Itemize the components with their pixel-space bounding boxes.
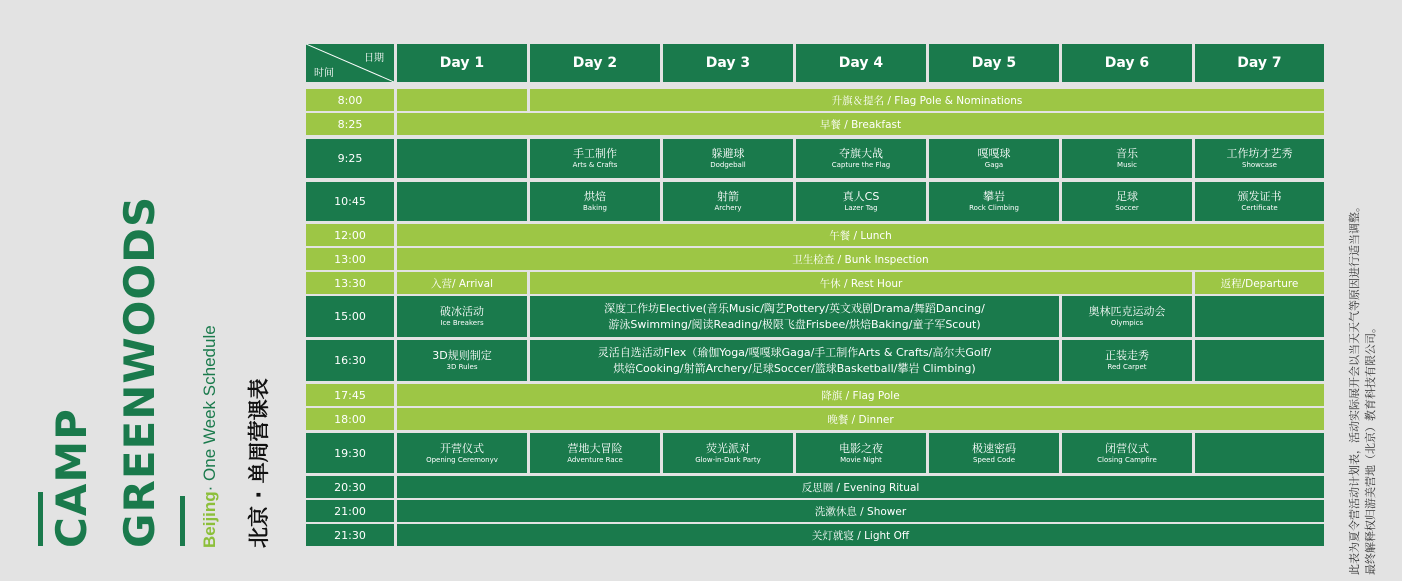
brand-city-en: Beijing: [200, 491, 219, 548]
time-label: 20:30: [334, 480, 366, 494]
time-label: 18:00: [334, 412, 366, 426]
time-label: 21:30: [334, 528, 366, 542]
activity-cell: [1195, 182, 1324, 221]
time-cell: [306, 500, 394, 522]
schedule-row: [306, 524, 1324, 546]
arrival-label: 入营/ Arrival: [431, 277, 493, 290]
activity-cn: 攀岩: [983, 190, 1005, 203]
activity-cn: 荧光派对: [706, 441, 750, 455]
time-label: 15:00: [334, 310, 366, 323]
activity-en: Movie Night: [840, 455, 882, 464]
time-label: 21:00: [334, 504, 366, 518]
activity-en: Archery: [714, 204, 742, 212]
brand-panel: [0, 0, 300, 581]
header-corner: [306, 44, 394, 82]
header-day-label: Day 2: [572, 55, 618, 71]
activity-label: 升旗＆提名 / Flag Pole & Nominations: [831, 94, 1023, 107]
header-row: [306, 44, 1324, 82]
activity-en: Glow-in-Dark Party: [695, 455, 761, 464]
time-cell: [306, 139, 394, 178]
header-day-7: [1195, 44, 1324, 82]
brand-subtitle-en-text: · One Week Schedule: [200, 325, 219, 492]
schedule-row: [306, 224, 1324, 246]
header-day-label: Day 1: [439, 55, 485, 71]
activity-en: Lazer Tag: [844, 204, 878, 212]
flex-line-1: 灵活自选活动Flex（瑜伽Yoga/嘎嘎球Gaga/手工制作Arts & Crafts/高尔夫Golf/: [597, 345, 992, 359]
time-label: 17:45: [334, 388, 366, 402]
activity-cell: [796, 433, 926, 473]
time-label: 8:00: [337, 93, 363, 107]
day-7-empty-cell: [1195, 296, 1324, 337]
activity-cell: [530, 433, 660, 473]
header-date-label: 日期: [364, 53, 384, 64]
disclaimer-line-2: 最终解释权归游美营地（北京）教育科技有限公司。: [1364, 322, 1377, 575]
elective-line-2: 游泳Swimming/阅读Reading/极限飞盘Frisbee/烘焙Baking/童子军Scout): [608, 317, 981, 331]
activity-cn: 3D规则制定: [432, 349, 492, 362]
header-day-2: [530, 44, 660, 82]
departure-label: 返程/Departure: [1220, 277, 1299, 290]
activity-cell: [397, 296, 527, 337]
header-day-3: [663, 44, 793, 82]
header-day-6: [1062, 44, 1192, 82]
span-cell: [397, 408, 1324, 430]
activity-cell: [929, 139, 1059, 178]
time-label: 13:00: [334, 252, 366, 266]
time-label: 19:30: [334, 446, 366, 460]
departure-cell: [1195, 272, 1324, 294]
day-1-empty-cell: [397, 89, 527, 111]
schedule-row: [306, 272, 1324, 294]
activity-cn: 开营仪式: [440, 441, 484, 455]
schedule-row: [306, 340, 1324, 381]
disclaimer-line-1: 此表为夏令营活动计划表，活动实际展开会以当天天气等原因进行适当调整。: [1348, 201, 1361, 575]
activity-cell: [397, 433, 527, 473]
activity-en: Soccer: [1115, 204, 1139, 212]
activity-en: Baking: [583, 204, 607, 212]
activity-cn: 闭营仪式: [1105, 441, 1149, 455]
activity-label: 午餐 / Lunch: [829, 229, 892, 242]
arrival-cell: [397, 272, 527, 294]
day-7-empty-cell: [1195, 340, 1324, 381]
activity-cell: [663, 182, 793, 221]
span-cell: [530, 89, 1324, 111]
brand-bar-top: [38, 492, 43, 546]
time-label: 10:45: [334, 195, 366, 208]
activity-en: 3D Rules: [446, 363, 478, 371]
activity-en: Capture the Flag: [831, 161, 891, 169]
elective-line-1: 深度工作坊Elective(音乐Music/陶艺Pottery/英文戏剧Drama/舞蹈Dancing/: [604, 301, 985, 315]
activity-cn: 奥林匹克运动会: [1088, 305, 1166, 318]
span-cell: [397, 476, 1324, 498]
activity-en: Dodgeball: [710, 161, 746, 169]
activity-cell: [1195, 139, 1324, 178]
time-cell: [306, 433, 394, 473]
activity-cell: [397, 340, 527, 381]
time-cell: [306, 89, 394, 111]
day-7-empty-cell: [1195, 433, 1324, 473]
activity-cell: [1062, 296, 1192, 337]
brand-subtitle-en: [200, 325, 220, 548]
activity-en: Arts & Crafts: [572, 161, 618, 169]
activity-cell: [796, 139, 926, 178]
activity-en: Olympics: [1110, 319, 1144, 327]
time-label: 12:00: [334, 228, 366, 242]
time-label: 16:30: [334, 354, 366, 367]
header-day-label: Day 4: [838, 55, 884, 71]
time-cell: [306, 224, 394, 246]
time-cell: [306, 408, 394, 430]
activity-cn: 射箭: [717, 190, 739, 203]
header-day-label: Day 3: [705, 55, 751, 71]
schedule-row: [306, 384, 1324, 406]
time-cell: [306, 296, 394, 337]
activity-en: Closing Campfire: [1097, 455, 1157, 464]
header-day-1: [397, 44, 527, 82]
activity-cell: [929, 433, 1059, 473]
activity-cn: 工作坊才艺秀: [1226, 147, 1293, 160]
activity-en: Opening Ceremonyv: [426, 455, 498, 464]
time-label: 13:30: [334, 276, 366, 290]
span-cell: [397, 113, 1324, 135]
activity-en: Gaga: [984, 161, 1004, 169]
brand-bar-bottom: [180, 496, 185, 546]
elective-cell: [530, 296, 1059, 337]
schedule-row: [306, 248, 1324, 270]
activity-cell: [796, 182, 926, 221]
activity-cn: 嘎嘎球: [977, 147, 1011, 160]
activity-en: Rock Climbing: [969, 204, 1019, 212]
activity-cn: 夺旗大战: [839, 147, 883, 160]
span-cell: [397, 524, 1324, 546]
activity-en: Ice Breakers: [440, 319, 484, 327]
activity-cell: [663, 433, 793, 473]
time-cell: [306, 476, 394, 498]
activity-cn: 破冰活动: [440, 305, 484, 318]
header-day-label: Day 6: [1104, 55, 1150, 71]
schedule-row: [306, 408, 1324, 430]
time-cell: [306, 384, 394, 406]
span-cell: [530, 272, 1192, 294]
brand-camp: CAMP: [47, 408, 96, 548]
activity-en: Showcase: [1242, 161, 1277, 169]
activity-label: 晚餐 / Dinner: [827, 413, 894, 426]
time-cell: [306, 524, 394, 546]
time-label: 9:25: [337, 152, 363, 165]
disclaimer-note: [1347, 35, 1379, 575]
activity-cn: 颁发证书: [1237, 190, 1282, 203]
activity-cell: [1062, 340, 1192, 381]
time-cell: [306, 340, 394, 381]
schedule-row: [306, 500, 1324, 522]
activity-cn: 手工制作: [573, 147, 617, 160]
time-cell: [306, 113, 394, 135]
activity-label: 卫生检查 / Bunk Inspection: [792, 253, 929, 266]
flex-cell: [530, 340, 1059, 381]
header-day-4: [796, 44, 926, 82]
time-label: 8:25: [337, 117, 363, 131]
schedule-row: [306, 476, 1324, 498]
brand-subtitle-cn: 北京 · 单周营课表: [247, 378, 271, 548]
schedule-row: [306, 139, 1324, 178]
schedule-row: [306, 89, 1324, 111]
flex-line-2: 烘焙Cooking/射箭Archery/足球Soccer/篮球Basketball/攀岩 Climbing): [613, 361, 976, 375]
activity-label: 关灯就寝 / Light Off: [811, 529, 910, 542]
header-day-5: [929, 44, 1059, 82]
activity-en: Speed Code: [972, 455, 1016, 464]
activity-cell: [929, 182, 1059, 221]
activity-label: 午休 / Rest Hour: [819, 277, 903, 290]
activity-cn: 烘焙: [584, 190, 606, 203]
brand-greenwoods: GREENWOODS: [115, 195, 164, 548]
activity-cell: [530, 182, 660, 221]
activity-cell: [1062, 433, 1192, 473]
activity-cn: 营地大冒险: [567, 441, 623, 455]
activity-cell: [1062, 182, 1192, 221]
activity-cn: 真人CS: [842, 190, 880, 203]
time-cell: [306, 248, 394, 270]
activity-cn: 足球: [1116, 190, 1138, 203]
activity-label: 洗漱休息 / Shower: [814, 505, 907, 518]
activity-cn: 极速密码: [972, 441, 1016, 455]
activity-cn: 正装走秀: [1105, 349, 1149, 362]
activity-cell: [1062, 139, 1192, 178]
activity-cell: [530, 139, 660, 178]
activity-en: Music: [1117, 161, 1137, 169]
activity-label: 早餐 / Breakfast: [819, 118, 902, 131]
span-cell: [397, 248, 1324, 270]
span-cell: [397, 224, 1324, 246]
day-1-empty-cell: [397, 139, 527, 178]
activity-en: Certificate: [1241, 204, 1278, 212]
span-cell: [397, 500, 1324, 522]
time-cell: [306, 272, 394, 294]
span-cell: [397, 384, 1324, 406]
activity-cn: 躲避球: [711, 147, 745, 160]
activity-cell: [663, 139, 793, 178]
day-1-empty-cell: [397, 182, 527, 221]
schedule-row: [306, 296, 1324, 337]
activity-label: 降旗 / Flag Pole: [821, 389, 900, 402]
header-day-label: Day 5: [971, 55, 1017, 71]
header-time-label: 时间: [314, 68, 334, 79]
time-cell: [306, 182, 394, 221]
header-day-label: Day 7: [1237, 55, 1282, 71]
schedule-row: [306, 113, 1324, 135]
schedule-row: [306, 433, 1324, 473]
activity-label: 反思圈 / Evening Ritual: [801, 481, 920, 494]
activity-cn: 音乐: [1116, 147, 1138, 160]
activity-cn: 电影之夜: [839, 441, 883, 455]
activity-en: Red Carpet: [1107, 363, 1147, 371]
schedule-row: [306, 182, 1324, 221]
activity-en: Adventure Race: [567, 455, 623, 464]
